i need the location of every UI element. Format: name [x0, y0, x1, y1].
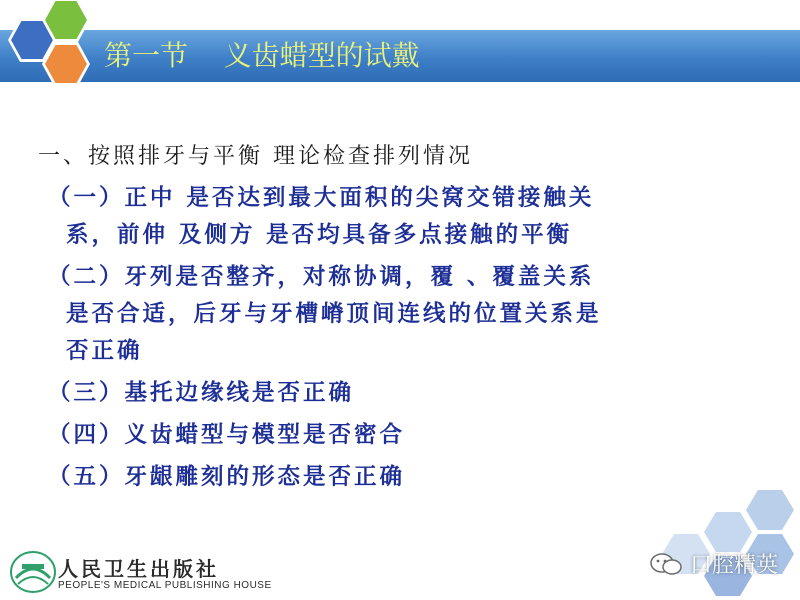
wechat-icon — [648, 552, 684, 576]
publisher-name-en: PEOPLE'S MEDICAL PUBLISHING HOUSE — [58, 580, 272, 591]
hexagon-logo-cluster — [0, 10, 100, 100]
list-item-line: 是否合适，后牙与牙槽嵴顶间连线的位置关系是 — [66, 301, 602, 327]
list-item-line: （一）正中 是否达到最大面积的尖窝交错接触关 — [48, 185, 595, 211]
slide-title: 第一节 义齿蜡型的试戴 — [104, 39, 420, 72]
list-item — [38, 375, 768, 412]
list-item — [38, 259, 768, 370]
list-item — [38, 459, 768, 496]
list-item-line: 否正确 — [66, 338, 143, 364]
section-heading: 一、按照排牙与平衡 理论检查排列情况 — [38, 144, 473, 169]
publisher-name-cn: 人民卫生出版社 — [58, 557, 219, 581]
list-item-line: （二）牙列是否整齐，对称协调，覆 、覆盖关系 — [48, 264, 595, 290]
decorative-hexagons — [660, 490, 800, 600]
list-item — [38, 180, 768, 254]
watermark-text: 口腔精英 — [690, 553, 779, 578]
slide-body — [38, 138, 768, 496]
list-item-line: （四）义齿蜡型与模型是否密合 — [48, 422, 406, 448]
list-item-line: 系，前伸 及侧方 是否均具备多点接触的平衡 — [66, 222, 573, 248]
list-item-line: （五）牙龈雕刻的形态是否正确 — [48, 464, 406, 490]
list-item — [38, 417, 768, 454]
list-item-line: （三）基托边缘线是否正确 — [48, 380, 355, 406]
